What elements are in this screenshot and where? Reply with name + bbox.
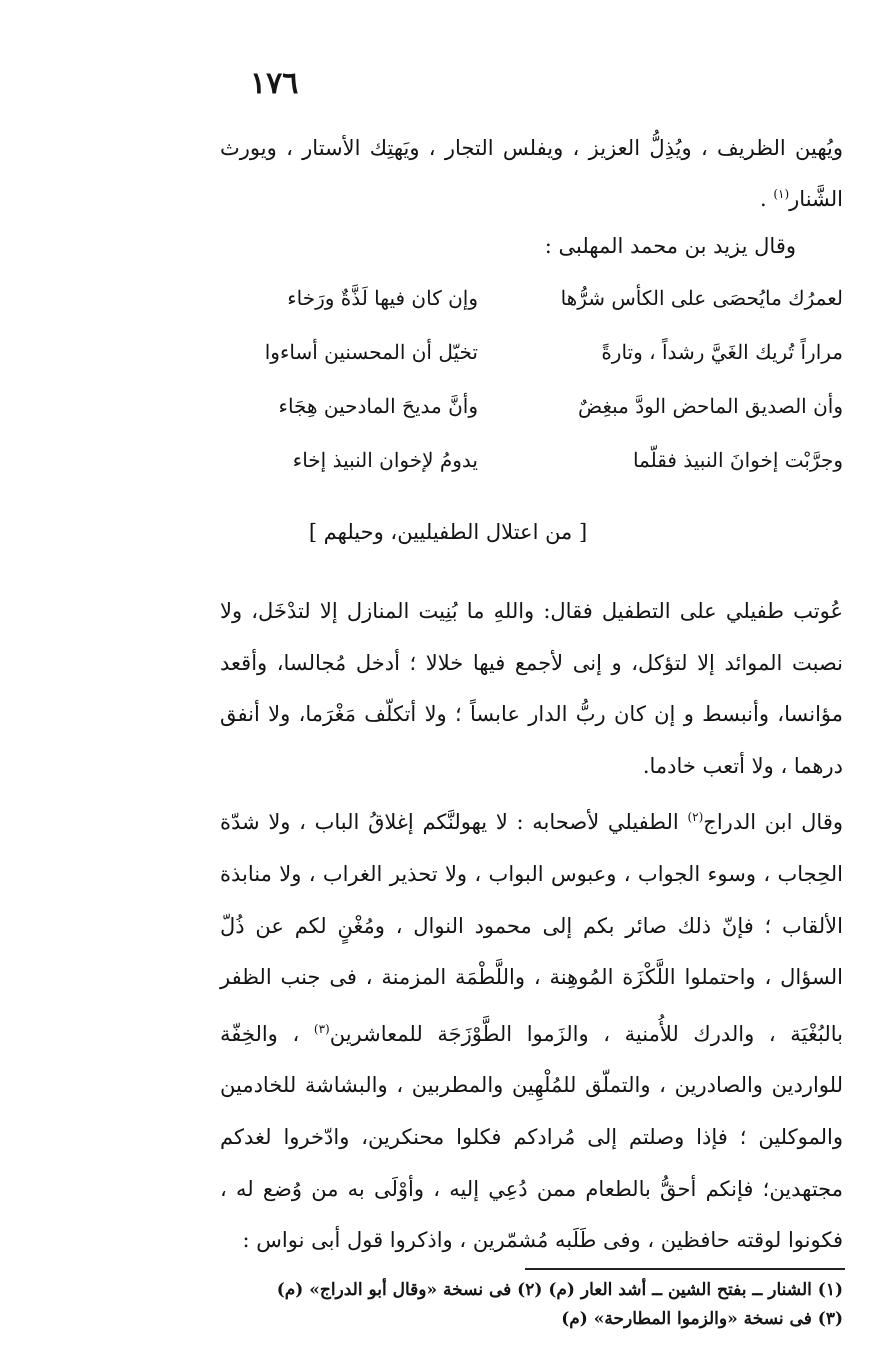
verse-line — [228, 394, 843, 434]
intro-text: ويُهين الظريف ، ويُذِلُّ العزيز ، ويفلس التجار ، ويَهتِك الأستار ، ويورث الشَّنار — [220, 136, 843, 211]
verse-second-hemistich: يدومُ لإخوان النبيذ إخاء — [292, 448, 478, 472]
footnote-line: (٣) فى نسخة «والزموا المطارحة» (م) — [561, 1309, 843, 1329]
footnote-ref-3: (٣) — [313, 1021, 330, 1036]
verse-first-hemistich: مراراً تُريك الغَيَّ رشداً ، وتارةً — [601, 340, 843, 364]
footnote-ref-2: (٢) — [687, 810, 704, 825]
verse-line — [228, 340, 843, 380]
footnotes — [220, 1276, 843, 1334]
footnote-ref-1: (١) — [773, 187, 790, 201]
verse-first-hemistich: وأن الصديق الماحض الودَّ مبغِضٌ — [577, 394, 843, 418]
body-text — [220, 586, 843, 1267]
verse-first-hemistich: لعمرُك مايُحصَى على الكأس شرُّها — [560, 286, 843, 310]
page-number: ١٧٦ — [250, 66, 299, 101]
footnote-divider — [525, 1268, 845, 1270]
verse-first-hemistich: وجرَّبْت إخوانَ النبيذ فقلّما — [632, 448, 843, 472]
paragraph: عُوتب طفيلي على التطفيل فقال: واللهِ ما بُنِيت المنازل إلا لتدْخَل، ولا نصبت الموائد إلا لتؤكل، و إنى لأجمع فيها خلالا ؛ أدخل مُجالسا، وأقعد مؤانسا، وأنبسط و إن كان ربُّ الدار عابساً ؛ ولا أتكلّف مَغْرَما، ولا أنفق درهما ، ولا أتعب خادما. — [220, 599, 843, 778]
section-heading: [ من اعتلال الطفيليين، وحيلهم ] — [308, 520, 588, 544]
paragraph-middle: الطفيلي لأصحابه : لا يهولنَّكم إغلاقُ الباب ، ولا شدّة الحِجاب ، وسوء الجواب ، وعبوس البواب ، ولا تحذير الغراب ، ولا منابذة الألقاب ؛ فإنّ ذلك صائر بكم إلى محمود النوال ، ومُغْنٍ لكم عن ذُلّ السؤال ، واحتملوا اللَّكْزَة المُوهِنة ، واللَّطْمَة المزمنة ، فى جنب الظفر بالبُغْيَة ، والدرك للأُمنية ، والزَموا الطَّوْزَجَة للمعاشرين — [220, 810, 843, 1046]
paragraph-start: وقال ابن الدراج — [703, 810, 844, 835]
paragraph-end: ، والخِفّة للواردين والصادرين ، والتملّق للمُلْهِين والمطربين ، والبشاشة للخادمين والموكلين ؛ فإذا وصلتم إلى مُرادكم فكلوا محنكرين، وادّخروا لغدكم مجتهدين؛ فإنكم أحقُّ بالطعام ممن دُعِي إليه ، وأوْلَى به من وُضع له ، فكونوا لوقته حافظين ، وفى طَلَبه مُشمّرين ، واذكروا قول أبى نواس : — [220, 1021, 843, 1253]
intro-end: . — [759, 187, 774, 211]
footnote-line: (١) الشنار ــ بفتح الشين ــ أشد العار (م) (٢) فى نسخة «وقال أبو الدراج» (م) — [276, 1280, 843, 1300]
verse-line — [228, 448, 843, 488]
verse-intro: وقال يزيد بن محمد المهلبى : — [544, 234, 796, 258]
verse-second-hemistich: تخيّل أن المحسنين أساءوا — [264, 340, 478, 364]
intro-paragraph — [220, 125, 843, 222]
paragraph — [220, 792, 843, 1266]
verse-line — [228, 286, 843, 326]
verse-second-hemistich: وإن كان فيها لَذَّةٌ ورَخاء — [287, 286, 478, 310]
verse-second-hemistich: وأنَّ مديحَ المادحين هِجَاء — [278, 394, 478, 418]
